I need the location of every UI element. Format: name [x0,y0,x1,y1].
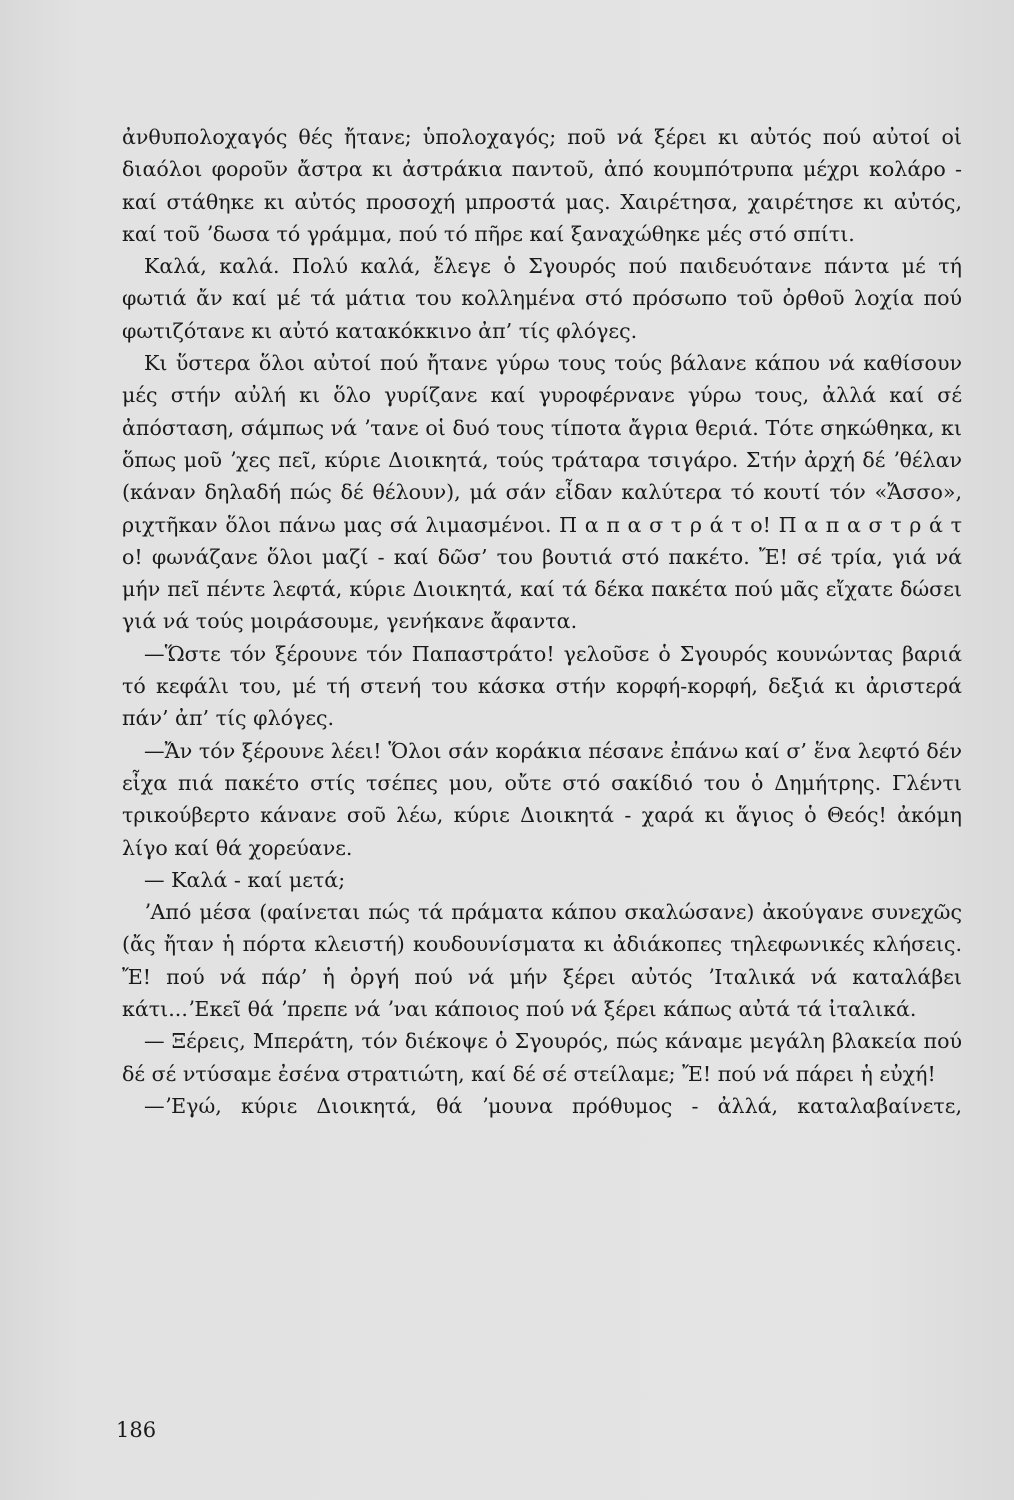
paragraph-6: — Καλά - καί μετά; [144,867,346,892]
paragraph-7: ʼΑπό μέσα (φαίνεται πώς τά πράματα κάπου σκαλώσανε) ἀκούγανε συνεχῶς (ἄς ἤταν ἡ πόρτα κλειστή) κουδουνίσματα κι ἀδιάκοπες τηλεφωνικές κλήσεις. Ἔ! πού νά πάρ’ ἡ ὀργή πού νά μήν ξέρει αὐτός ʼΙταλικά νά καταλάβει κάτι...ʼΕκεῖ θά ʼπρεπε νά ʼναι κάποιος πού νά ξέρει κάπως αὐτά τά ἰταλικά. [122,900,962,1022]
paragraph-3: Κι ὕστερα ὅλοι αὐτοί πού ἤτανε γύρω τους τούς βάλανε κάπου νά καθίσουν μές στήν αὐλή κι ὅλο γυρίζανε καί γυροφέρνανε γύρω τους, ἀλλά καί σέ ἀπόσταση, σάμπως νά ʼτανε οἱ δυό τους τίποτα ἄγρια θεριά. Τότε σηκώθηκα, κι ὅπως μοῦ ʼχες πεῖ, κύριε Διοικητά, τούς τράταρα τσιγάρο. Στήν ἀρχή δέ ʼθέλαν (κάναν δηλαδή πώς δέ θέλουν), μά σάν εἶδαν καλύτερα τό κουτί τόν «Ἄσσο», ριχτῆκαν ὅλοι πάνω μας σά λιμασμένοι. Π α π α σ τ ρ ά τ ο! Π α π α σ τ ρ ά τ ο! φωνάζανε ὅλοι μαζί - καί δῶσ’ του βουτιά στό πακέτο. Ἔ! σέ τρία, γιά νά μήν πεῖ πέντε λεφτά, κύριε Διοικητά, καί τά δέκα πακέτα πού μᾶς εἴχατε δώσει γιά νά τούς μοιράσουμε, γενήκανε ἄφαντα. [122,351,962,634]
paragraph-8: — Ξέρεις, Μπεράτη, τόν διέκοψε ὁ Σγουρός, πώς κάναμε μεγάλη βλακεία πού δέ σέ ντύσαμε ἐσένα στρατιώτη, καί δέ σέ στείλαμε; Ἔ! πού νά πάρει ἡ εὐχή! [122,1029,962,1086]
paragraph-5: —Ἄν τόν ξέρουνε λέει! Ὅλοι σάν κοράκια πέσανε ἐπάνω καί σ’ ἕνα λεφτό δέν εἶχα πιά πακέτο στίς τσέπες μου, οὔτε στό σακίδιό του ὁ Δημήτρης. Γλέντι τρικούβερτο κάνανε σοῦ λέω, κύριε Διοικητά - χαρά κι ἅγιος ὁ Θεός! ἀκόμη λίγο καί θά χορεύανε. [122,738,962,860]
paragraph-2: Καλά, καλά. Πολύ καλά, ἔλεγε ὁ Σγουρός πού παιδευότανε πάντα μέ τή φωτιά ἄν καί μέ τά μάτια του κολλημένα στό πρόσωπο τοῦ ὀρθοῦ λοχία πού φωτιζότανε κι αὐτό κατακόκκινο ἀπ’ τίς φλόγες. [122,254,962,343]
paragraph-1: ἀνθυπολοχαγός θές ἤτανε; ὑπολοχαγός; ποῦ νά ξέρει κι αὐτός πού αὐτοί οἱ διαόλοι φοροῦν ἄστρα κι ἀστράκια παντοῦ, ἀπό κουμπότρυπα μέχρι κολάρο - καί στάθηκε κι αὐτός προσοχή μπροστά μας. Χαιρέτησα, χαιρέτησε κι αὐτός, καί τοῦ ʼδωσα τό γράμμα, πού τό πῆρε καί ξαναχώθηκε μές στό σπίτι. [122,125,962,246]
paragraph-9: —ʼΕγώ, κύριε Διοικητά, θά ʼμουνα πρόθυμος - ἀλλά, καταλαβαίνετε, [144,1093,962,1118]
body-text [122,121,962,1122]
page-number: 186 [116,1418,157,1442]
paragraph-4: —Ὥστε τόν ξέρουνε τόν Παπαστράτο! γελοῦσε ὁ Σγουρός κουνώντας βαριά τό κεφάλι του, μέ τή στενή του κάσκα στήν κορφή-κορφή, δεξιά κι ἀριστερά πάν’ ἀπ’ τίς φλόγες. [122,641,962,731]
